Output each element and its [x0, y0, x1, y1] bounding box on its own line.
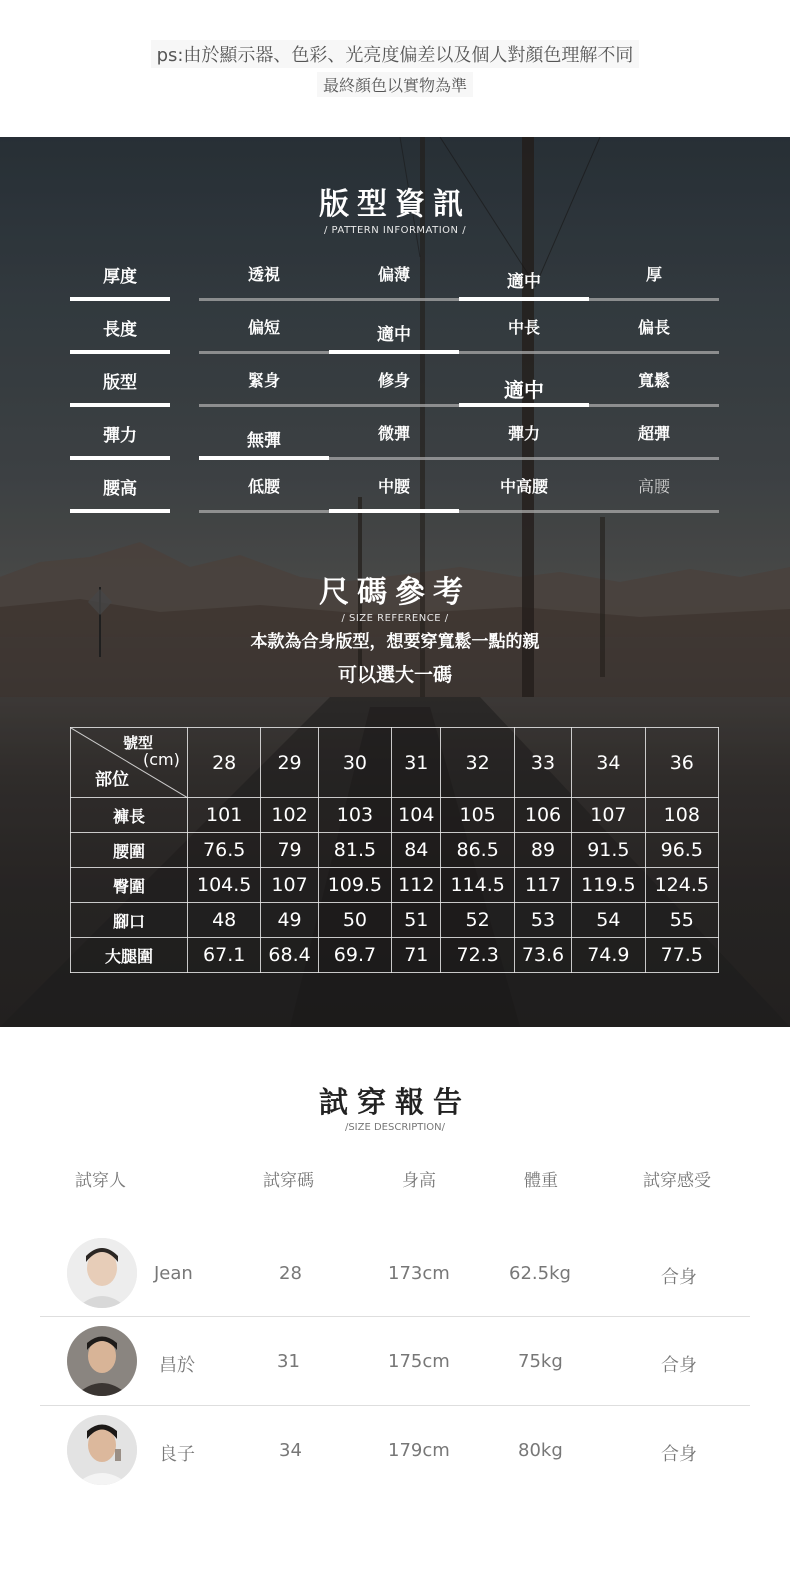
- pattern-option: 高腰: [637, 477, 670, 496]
- measurement-value: 69.7: [318, 938, 391, 973]
- measurement-value: 50: [318, 903, 391, 938]
- corner-unit-label: (cm): [143, 750, 180, 769]
- size-table-corner: [71, 728, 188, 798]
- measurement-value: 86.5: [441, 833, 514, 868]
- label-underline: [70, 297, 170, 301]
- pattern-option: 偏短: [247, 318, 280, 337]
- pattern-info-title: 版型資訊: [319, 187, 471, 222]
- tester-weight: 80kg: [518, 1440, 563, 1461]
- measurement-value: 114.5: [441, 868, 514, 903]
- measurement-value: 103: [318, 798, 391, 833]
- size-column-header: 36: [645, 728, 718, 798]
- measurement-value: 102: [261, 798, 318, 833]
- size-column-header: 31: [392, 728, 441, 798]
- tester-size: 31: [277, 1351, 300, 1372]
- pattern-option-selected: 無彈: [247, 431, 281, 451]
- tester-weight: 75kg: [518, 1351, 563, 1372]
- fit-report-subtitle: /SIZE DESCRIPTION/: [344, 1122, 446, 1133]
- tester-height: 173cm: [388, 1263, 450, 1284]
- disclaimer-line-2: 最終顏色以實物為準: [317, 72, 473, 97]
- measurement-value: 54: [572, 903, 645, 938]
- tester-name: 良子: [159, 1444, 195, 1465]
- pattern-row-label: 長度: [103, 320, 137, 340]
- measurement-value: 84: [392, 833, 441, 868]
- pattern-option-selected: 適中: [377, 325, 411, 345]
- size-advice: [0, 627, 790, 687]
- pattern-option: 超彈: [637, 424, 670, 443]
- size-column-header: 30: [318, 728, 391, 798]
- label-underline: [70, 350, 170, 354]
- pattern-option-selected: 適中: [507, 272, 541, 292]
- measurement-value: 55: [645, 903, 718, 938]
- measurement-value: 76.5: [188, 833, 261, 868]
- measurement-value: 71: [392, 938, 441, 973]
- pattern-row-length: [70, 315, 720, 368]
- tester-size: 34: [279, 1440, 302, 1461]
- size-header-row: [71, 728, 719, 798]
- header-feel: 試穿感受: [643, 1171, 711, 1191]
- size-advice-line-1: 本款為合身版型，想要穿寬鬆一點的親: [250, 632, 540, 652]
- measurement-value: 77.5: [645, 938, 718, 973]
- measurement-name: 褲長: [71, 798, 188, 833]
- tester-size: 28: [279, 1263, 302, 1284]
- measurement-value: 107: [572, 798, 645, 833]
- table-row: [71, 833, 719, 868]
- color-disclaimer: [0, 40, 790, 97]
- pattern-option: 微彈: [377, 424, 410, 443]
- tester-height: 175cm: [388, 1351, 450, 1372]
- pattern-selected-marker: [329, 350, 459, 354]
- avatar: [67, 1238, 137, 1308]
- measurement-value: 108: [645, 798, 718, 833]
- fit-report-row: [0, 1407, 790, 1495]
- corner-part-label: 部位: [95, 770, 129, 790]
- pattern-option: 寬鬆: [637, 371, 670, 390]
- pattern-row-stretch: [70, 421, 720, 474]
- tester-height: 179cm: [388, 1440, 450, 1461]
- measurement-value: 74.9: [572, 938, 645, 973]
- pattern-selected-marker: [459, 403, 589, 407]
- tester-name: Jean: [154, 1263, 193, 1284]
- pattern-option: 彈力: [507, 424, 540, 443]
- measurement-value: 124.5: [645, 868, 718, 903]
- size-column-header: 33: [514, 728, 571, 798]
- measurement-value: 51: [392, 903, 441, 938]
- measurement-value: 109.5: [318, 868, 391, 903]
- row-divider: [40, 1405, 750, 1406]
- measurement-value: 91.5: [572, 833, 645, 868]
- pattern-option: 修身: [377, 371, 410, 390]
- measurement-name: 大腿圍: [71, 938, 188, 973]
- table-row: [71, 798, 719, 833]
- pattern-scale-track: [199, 351, 719, 354]
- size-column-header: 29: [261, 728, 318, 798]
- measurement-value: 104: [392, 798, 441, 833]
- fit-report-row: [0, 1318, 790, 1406]
- corner-size-label: 號型: [123, 734, 154, 752]
- table-row: [71, 903, 719, 938]
- pattern-attribute-list: [70, 262, 720, 527]
- measurement-name: 腳口: [71, 903, 188, 938]
- table-row: [71, 868, 719, 903]
- pattern-option: 低腰: [247, 477, 280, 496]
- tester-feel: 合身: [661, 1267, 697, 1288]
- header-person: 試穿人: [75, 1171, 126, 1191]
- person-portrait-icon: [67, 1415, 137, 1485]
- pattern-row-rise: [70, 474, 720, 527]
- size-column-header: 34: [572, 728, 645, 798]
- label-underline: [70, 509, 170, 513]
- fit-report-title: 試穿報告: [318, 1085, 471, 1119]
- measurement-value: 89: [514, 833, 571, 868]
- measurement-value: 104.5: [188, 868, 261, 903]
- measurement-value: 48: [188, 903, 261, 938]
- pattern-option: 中高腰: [499, 477, 548, 496]
- measurement-value: 72.3: [441, 938, 514, 973]
- measurement-value: 73.6: [514, 938, 571, 973]
- pattern-info-subtitle: / PATTERN INFORMATION /: [323, 225, 467, 236]
- pattern-row-label: 版型: [103, 373, 137, 393]
- person-portrait-icon: [67, 1238, 137, 1308]
- pattern-row-thickness: [70, 262, 720, 315]
- pattern-row-label: 彈力: [103, 426, 137, 446]
- size-column-header: 28: [188, 728, 261, 798]
- measurement-value: 106: [514, 798, 571, 833]
- measurement-value: 53: [514, 903, 571, 938]
- table-row: [71, 938, 719, 973]
- measurement-value: 107: [261, 868, 318, 903]
- size-advice-line-2: 可以選大一碼: [337, 664, 452, 686]
- disclaimer-line-1: ps:由於顯示器、色彩、光亮度偏差以及個人對顏色理解不同: [151, 40, 640, 68]
- measurement-value: 79: [261, 833, 318, 868]
- measurement-value: 119.5: [572, 868, 645, 903]
- header-weight: 體重: [524, 1171, 558, 1191]
- size-reference-heading: [0, 567, 790, 624]
- pattern-option: 厚: [645, 265, 662, 284]
- pattern-selected-marker: [329, 509, 459, 513]
- measurement-value: 105: [441, 798, 514, 833]
- avatar: [67, 1326, 137, 1396]
- pattern-row-fit: [70, 368, 720, 421]
- size-column-header: 32: [441, 728, 514, 798]
- pattern-option-selected: 中腰: [377, 477, 410, 496]
- tester-weight: 62.5kg: [509, 1263, 571, 1284]
- pattern-option: 偏長: [637, 318, 670, 337]
- measurement-value: 52: [441, 903, 514, 938]
- measurement-value: 49: [261, 903, 318, 938]
- tester-feel: 合身: [661, 1355, 697, 1376]
- header-size: 試穿碼: [263, 1171, 314, 1191]
- pattern-option: 偏薄: [377, 265, 410, 284]
- measurement-value: 67.1: [188, 938, 261, 973]
- measurement-name: 臀圍: [71, 868, 188, 903]
- pattern-option: 緊身: [247, 371, 280, 390]
- tester-name: 昌於: [159, 1355, 195, 1376]
- tester-feel: 合身: [661, 1444, 697, 1465]
- size-chart-table: [70, 727, 719, 973]
- pattern-option: 中長: [507, 318, 540, 337]
- row-divider: [40, 1316, 750, 1317]
- pattern-selected-marker: [199, 456, 329, 460]
- measurement-value: 112: [392, 868, 441, 903]
- size-reference-title: 尺碼參考: [319, 575, 471, 610]
- pattern-and-size-panel: [0, 137, 790, 1027]
- label-underline: [70, 456, 170, 460]
- pattern-row-label: 厚度: [103, 267, 137, 287]
- avatar: [67, 1415, 137, 1485]
- header-height: 身高: [402, 1171, 436, 1191]
- person-portrait-icon: [67, 1326, 137, 1396]
- size-reference-subtitle: / SIZE REFERENCE /: [341, 613, 449, 624]
- fit-report-row: [0, 1230, 790, 1318]
- pattern-option: 透視: [247, 265, 280, 284]
- measurement-value: 117: [514, 868, 571, 903]
- label-underline: [70, 403, 170, 407]
- measurement-value: 101: [188, 798, 261, 833]
- measurement-value: 68.4: [261, 938, 318, 973]
- pattern-row-label: 腰高: [103, 479, 137, 499]
- pattern-option-selected: 適中: [504, 378, 544, 402]
- measurement-value: 81.5: [318, 833, 391, 868]
- pattern-selected-marker: [459, 297, 589, 301]
- measurement-value: 96.5: [645, 833, 718, 868]
- pattern-scale-track: [199, 510, 719, 513]
- pattern-info-heading: [0, 179, 790, 236]
- measurement-name: 腰圍: [71, 833, 188, 868]
- fit-report-heading: [0, 1080, 790, 1133]
